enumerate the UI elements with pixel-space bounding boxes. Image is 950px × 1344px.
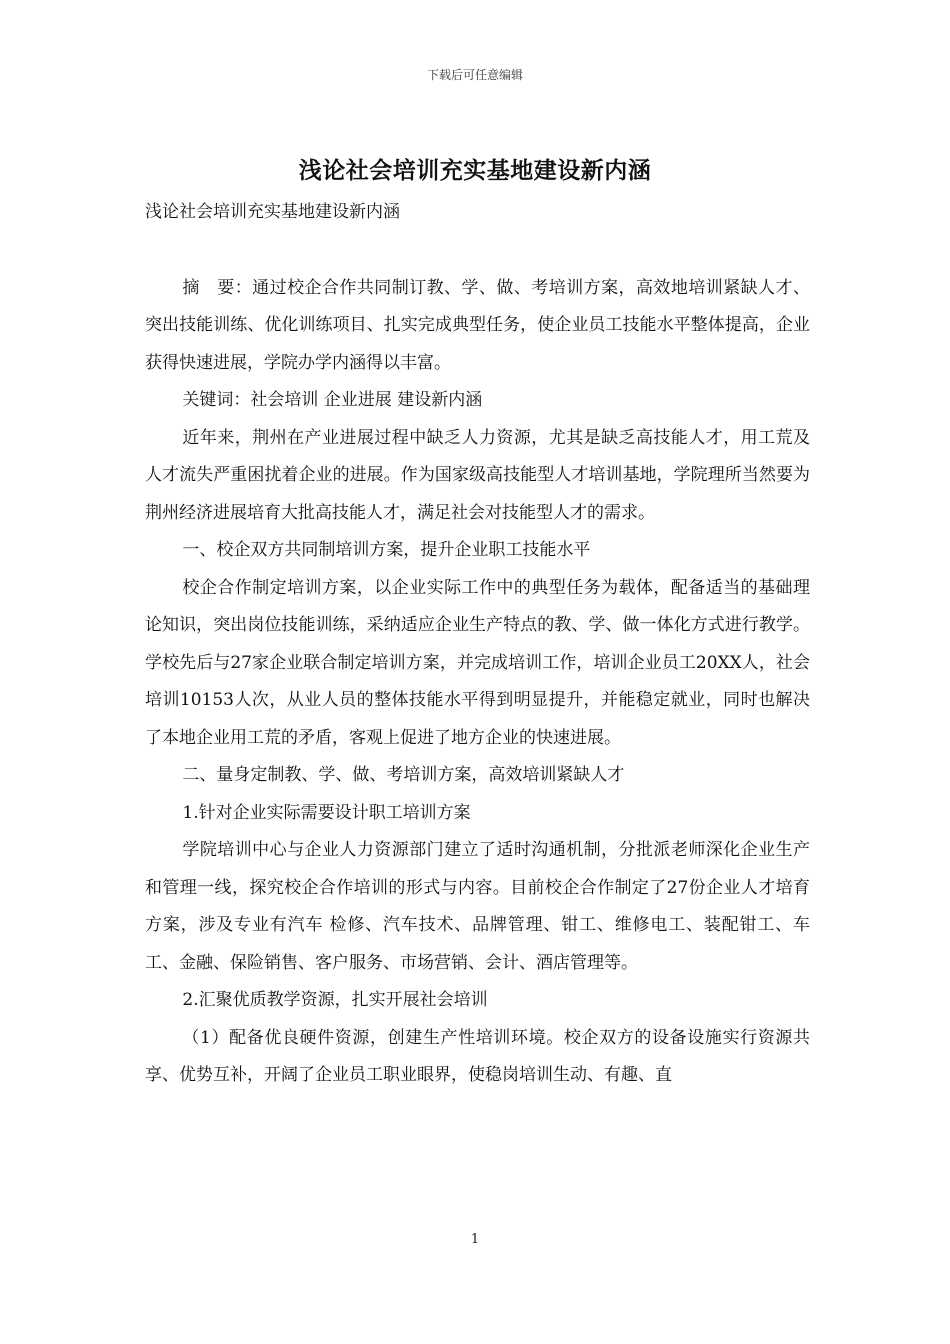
subsection-heading-2-1: 1.针对企业实际需要设计职工培训方案: [182, 802, 471, 823]
document-subtitle: 浅论社会培训充实基地建设新内涵: [145, 202, 400, 222]
subsection-2-2-paragraph: （1）配备优良硬件资源，创建生产性培训环境。校企双方的设备设施实行资源共享、优势互补，开阔了企业员工职业眼界，使稳岗培训生动、有趣、直: [145, 1027, 810, 1085]
page-number: 1: [470, 1232, 480, 1247]
section-heading-2: 二、量身定制教、学、做、考培训方案，高效培训紧缺人才: [182, 765, 625, 785]
header-note: 下载后可任意编辑: [426, 68, 523, 82]
intro-paragraph: 近年来，荆州在产业进展过程中缺乏人力资源，尤其是缺乏高技能人才，用工荒及人才流失严重困扰着企业的进展。作为国家级高技能型人才培训基地，学院理所当然要为荆州经济进展培育大批高技能人才，满足社会对技能型人才的需求。: [145, 427, 810, 523]
keywords-paragraph: 关键词：社会培训 企业进展 建设新内涵: [182, 390, 483, 410]
abstract-paragraph: 摘 要：通过校企合作共同制订教、学、做、考培训方案，高效地培训紧缺人才、突出技能训练、优化训练项目、扎实完成典型任务，使企业员工技能水平整体提高，企业获得快速进展，学院办学内涵得以丰富。: [145, 277, 810, 373]
section-1-paragraph: 校企合作制定培训方案，以企业实际工作中的典型任务为载体，配备适当的基础理论知识，突出岗位技能训练，采纳适应企业生产特点的教、学、做一体化方式进行教学。学校先后与27家企业联合制定培训方案，并完成培训工作，培训企业员工20XX人，社会培训10153人次，从业人员的整体技能水平得到明显提升，并能稳定就业，同时也解决了本地企业用工荒的矛盾，客观上促进了地方企业的快速进展。: [145, 577, 810, 748]
subsection-2-1-paragraph: 学院培训中心与企业人力资源部门建立了适时沟通机制，分批派老师深化企业生产和管理一线，探究校企合作培训的形式与内容。目前校企合作制定了27份企业人才培育方案，涉及专业有汽车 检修、汽车技术、品牌管理、钳工、维修电工、装配钳工、车工、金融、保险销售、客户服务、市场营销、会计、酒店管理等。: [145, 840, 810, 973]
document-body: [145, 194, 810, 1095]
section-heading-1: 一、校企双方共同制培训方案，提升企业职工技能水平: [182, 540, 591, 560]
document-title: 浅论社会培训充实基地建设新内涵: [298, 158, 652, 184]
subsection-heading-2-2: 2.汇聚优质教学资源，扎实开展社会培训: [182, 990, 488, 1010]
